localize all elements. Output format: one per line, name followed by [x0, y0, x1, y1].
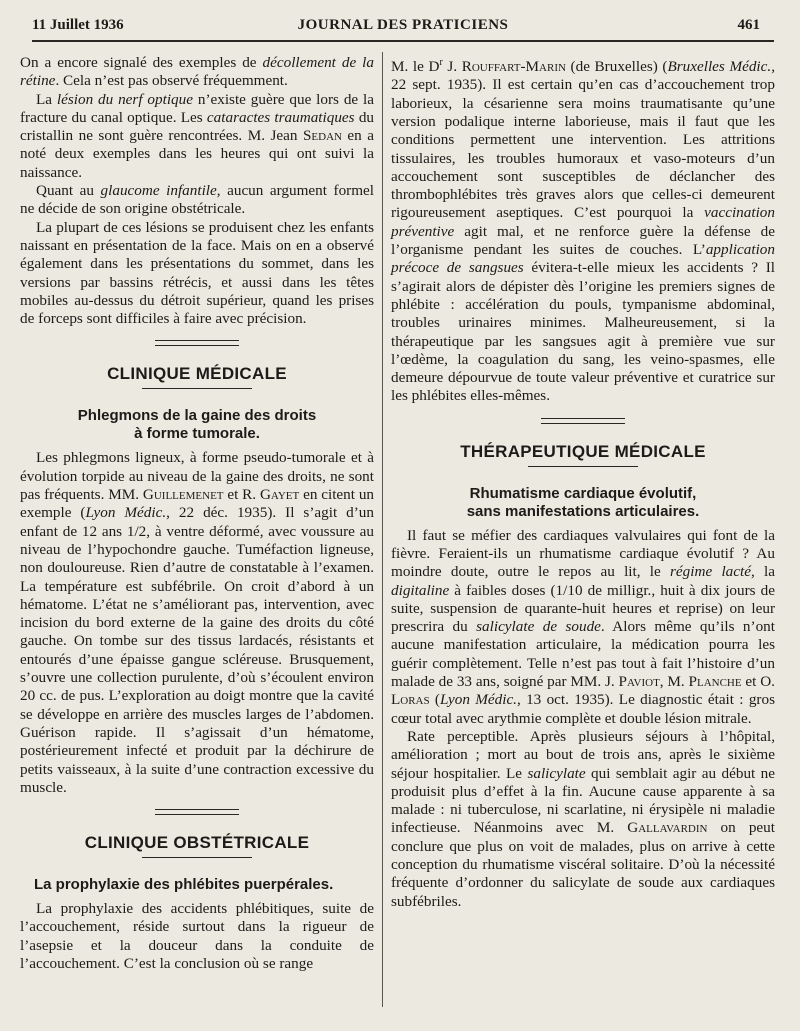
section-underline	[528, 466, 638, 467]
paragraph-glaucome: Quant au glaucome infantile, aucun argument formel ne décide de son origine obstétricale.	[20, 182, 375, 218]
paragraph-rouffart: M. le $D^r$ J. Rouffart-Marin (de Bruxelles) (Bruxelles Médic., 22 sept. 1935). Il est certain qu’en cas d’accouchement trop laborieux, la césarienne sera moins traumatisante qu’une version podalique interne laborieuse, mais il faut que les conditions permettent une intervention. Les attritions tissulaires, les troubles humoraux et vaso-moteurs d’un accouchement sont susceptibles de déclancher des thrombophlébites très graves alors que celles-ci demeurent rigoureusement aseptiques. C’est pourquoi la vaccination préventive agit mal, et ne renforce guère la défense de l’organisme pendant les suites de couches. L’application précoce de sangsues évitera-t-elle mieux les accidents ? Il s’agirait alors de dépister dès l’origine les premiers signes de phlébite : accélération du pouls, tympanisme abdominal, troubles urinaires minimes. Malheureusement, si la thérapeutique par les sangsues agit à première vue sur l’œdème, la coagulation du sang, les veino-spasmes, elle demeure dépourvue de toute valeur préventive et curatrice sur les phlébites elles-mêmes.	[391, 57, 775, 405]
column-divider	[382, 52, 383, 1007]
paragraph-rate: Rate perceptible. Après plusieurs séjours à l’hôpital, amélioration ; mort au bout de trois ans, après le sixième séjour hospitalier. Le salicylate qui semblait agir au début ne produisit plus d’effet à la fin. Aucune cause apparente à sa malade : ni tuberculose, ni scarlatine, ni érysipèle ni maladie infectieuse. Néanmoins avec M. Gallavardin on peut conclure que plus on voit de malades, plus on arrive à cette conception du rhumatisme viscéral solitaire. D’où la nécessité fréquente d’ordonner du salicylate de soude aux cardiaques subfébriles.	[391, 727, 775, 910]
section-separator	[155, 809, 239, 815]
paragraph-phlegmons: Les phlegmons ligneux, à forme pseudo-tumorale et à évolution torpide au niveau de la gaine des droits, ne sont pas fréquents. MM. Guillemenet et R. Gayet en citent un exemple (Lyon Médic., 22 déc. 1935). Il s’agit d’un enfant de 12 ans 1/2, à ventre déformé, avec voussure au niveau de l’hypochondre gauche. Tuméfaction ligneuse, non douloureuse. Rien d’autre de constatable à l’examen. La température est subfébrile. On croit d’abord à un hématome. L’état ne s’améliorant pas, intervention, avec incision du bord externe de la gaine des droits du côté gauche. On tombe sur des tissus lardacés, résistants et entourés d’une épaisse gangue scléreuse. Brusquement, s’ouvre une collection purulente, d’où s’écoulent environ 20 cc. de pus. L’exploration au doigt montre que la cavité se développe en arrière des muscles larges de l’abdomen. Guérison rapide. Il s’agissait d’un hématome, postérieurement infecté et produit par la déchirure de petits vaisseaux, à la suite d’une contraction excessive du muscle.	[20, 449, 375, 796]
section-title-therapeutique: THÉRAPEUTIQUE MÉDICALE	[460, 441, 706, 461]
header-date: 11 Juillet 1936	[32, 17, 124, 33]
section-title-clinique-medicale: CLINIQUE MÉDICALE	[107, 364, 287, 384]
header-title: JOURNAL DES PRATICIENS	[297, 17, 509, 33]
section-separator	[541, 418, 625, 424]
paragraph-prophylaxie: La prophylaxie des accidents phlébitiques, suite de l’accouchement, réside surtout dans la rigueur de l’asepsie et la douceur dans la conduite de l’accouchement. C’est la conclusion où se range	[20, 900, 374, 972]
paragraph-cardiaques: Il faut se méfier des cardiaques valvulaires qui font de la fièvre. Feraient-ils un rhumatisme cardiaque évolutif ? Au moindre doute, outre le repos au lit, le régime lacté, la digitaline à faibles doses (1/10 de milligr., huit à dix jours de suite, suspension de quarante-huit heures et reprise) on leur prescrira du salicylate de soude. Alors même qu’ils n’ont aucune manifestation articulaire, la médication pourra les guérir complètement. Telle n’est pas tout à fait l’histoire d’un malade de 33 ans, soigné par MM. J. Paviot, M. Planche et O. Loras (Lyon Médic., 13 oct. 1935). Le diagnostic était : gros cœur total avec arythmie complète et double lésion mitrale.	[391, 526, 775, 727]
article-title-phlebites: La prophylaxie des phlébites puerpérales.	[34, 876, 334, 894]
paragraph-lesions: La plupart de ces lésions se produisent chez les enfants naissant en présentation de la face. Mais on en a observé également dans les présentations du sommet, dans les versions par bassins rétrécis, et aussi dans les têtes mobiles au-dessus du détroit supérieur, quand les prises de forceps sont difficiles à faire avec précision.	[20, 218, 374, 328]
section-title-clinique-obstetricale: CLINIQUE OBSTÉTRICALE	[84, 833, 310, 853]
right-column	[391, 54, 775, 911]
page-number: 461	[737, 17, 760, 33]
left-column	[20, 54, 374, 973]
section-underline	[142, 388, 252, 389]
section-underline	[142, 857, 252, 858]
section-separator	[155, 340, 239, 346]
paragraph-nerf-optique: La lésion du nerf optique n’existe guère que lors de la fracture du canal optique. Les cataractes traumatiques du cristallin ne sont guère rencontrées. M. Jean Sedan en a noté deux exemples dans les heures qui ont suivi la naissance.	[20, 90, 375, 181]
article-title-phlegmons: Phlegmons de la gaine des droits à forme tumorale.	[77, 407, 317, 443]
paragraph-retine: On a encore signalé des exemples de décollement de la rétine. Cela n’est pas observé fréquemment.	[20, 54, 374, 90]
page-header	[32, 14, 774, 42]
article-title-rhumatisme: Rhumatisme cardiaque évolutif, sans manifestations articulaires.	[466, 484, 700, 520]
